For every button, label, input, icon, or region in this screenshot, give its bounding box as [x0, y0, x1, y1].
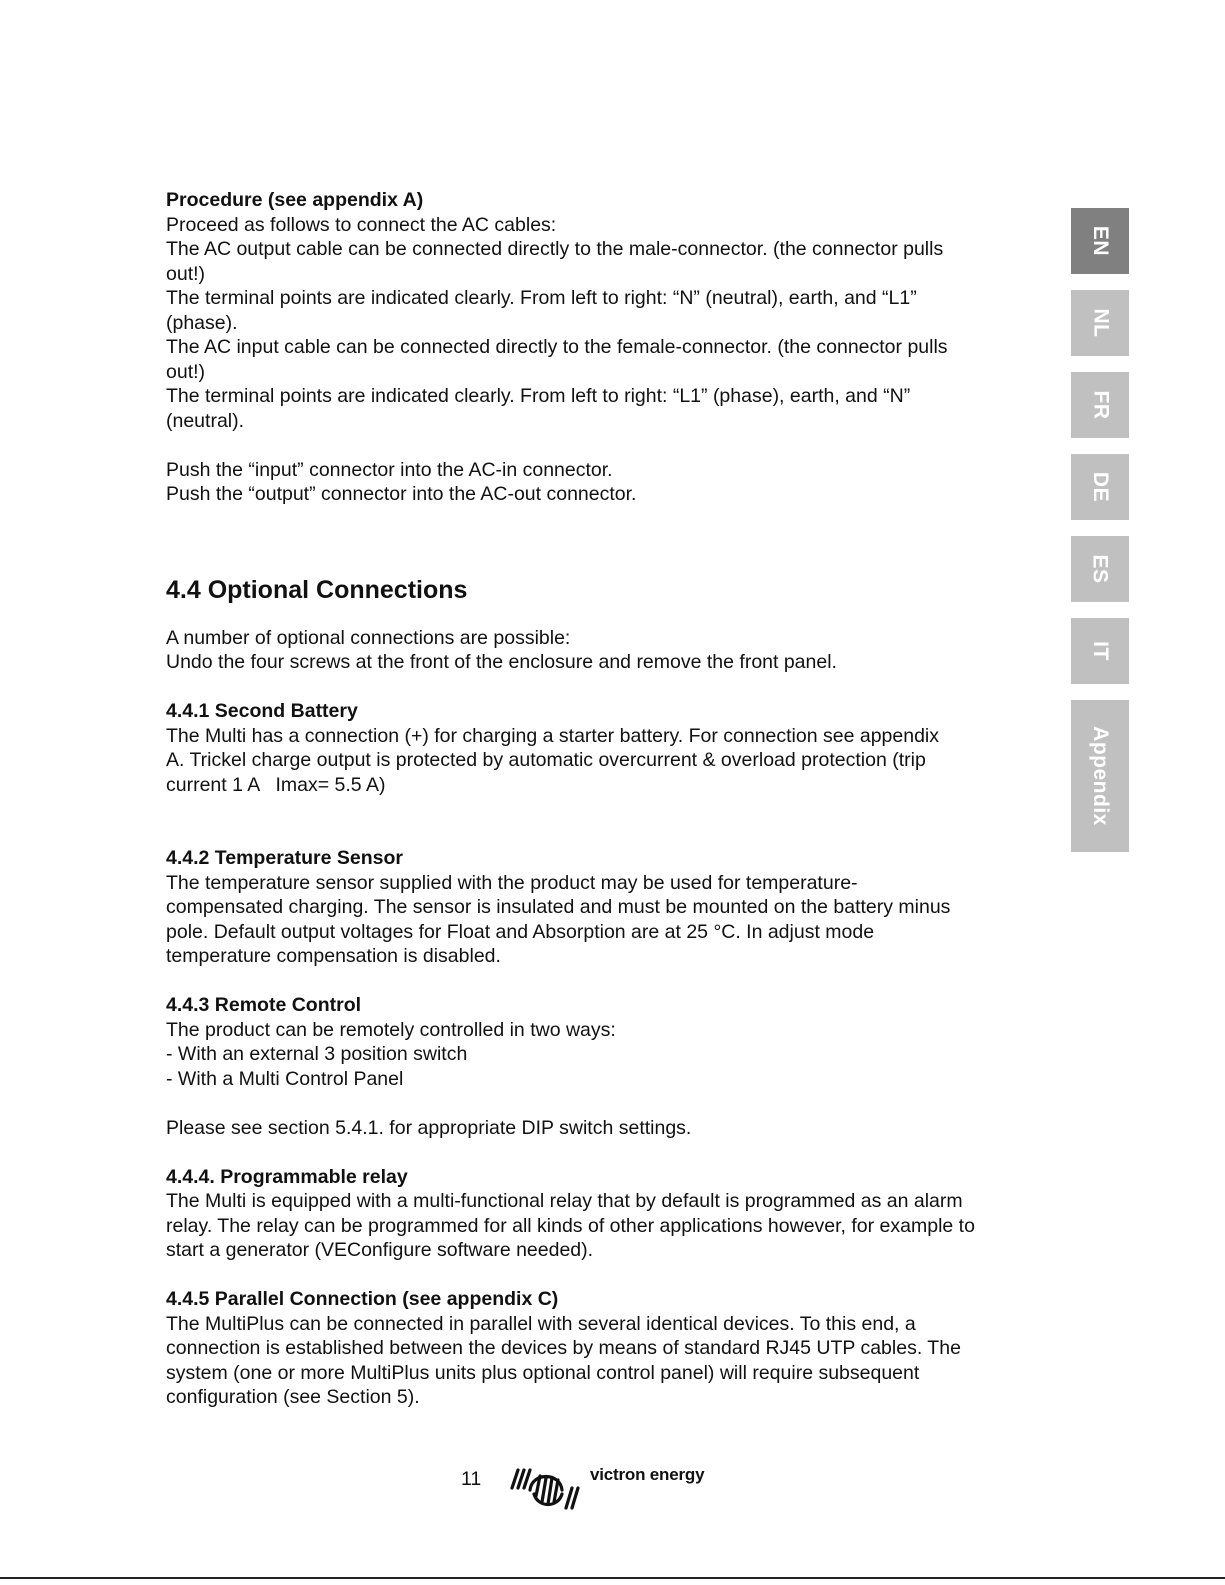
- procedure-line: Proceed as follows to connect the AC cables:: [166, 213, 557, 236]
- push-line: Push the “input” connector into the AC-in connector.: [166, 458, 613, 481]
- temperature-sensor-line: The temperature sensor supplied with the product may be used for temperature-: [166, 871, 858, 894]
- tab-label: Appendix: [1089, 726, 1113, 826]
- procedure-heading: Procedure (see appendix A): [166, 189, 424, 211]
- section-intro-line: A number of optional connections are possible:: [166, 626, 571, 649]
- parallel-connection-line: system (one or more MultiPlus units plus optional control panel) will require subsequent: [166, 1361, 920, 1384]
- programmable-relay-line: relay. The relay can be programmed for all kinds of other applications however, for example to: [166, 1214, 975, 1237]
- tab-it[interactable]: [1071, 618, 1129, 684]
- remote-control-note: Please see section 5.4.1. for appropriate DIP switch settings.: [166, 1116, 692, 1139]
- page-footer: [0, 1462, 1225, 1522]
- remote-control-line: - With a Multi Control Panel: [166, 1067, 404, 1090]
- push-line: Push the “output” connector into the AC-out connector.: [166, 483, 637, 505]
- procedure-line: The terminal points are indicated clearly. From left to right: “L1” (phase), earth, and “N”: [166, 385, 911, 407]
- tab-label: FR: [1089, 390, 1112, 420]
- parallel-connection-line: configuration (see Section 5).: [166, 1386, 420, 1408]
- second-battery-line: A. Trickel charge output is protected by automatic overcurrent & overload protection (trip: [166, 749, 926, 771]
- section-title: 4.4 Optional Connections: [166, 575, 468, 604]
- tab-fr[interactable]: [1071, 372, 1129, 438]
- procedure-line: (phase).: [166, 311, 238, 334]
- procedure-line: The AC output cable can be connected directly to the male-connector. (the connector pulls: [166, 238, 944, 260]
- programmable-relay-line: start a generator (VEConfigure software needed).: [166, 1239, 594, 1261]
- tab-label: NL: [1089, 308, 1112, 338]
- tab-label: DE: [1089, 471, 1112, 503]
- procedure-line: The terminal points are indicated clearly. From left to right: “N” (neutral), earth, and “L1”: [166, 287, 917, 309]
- tab-appendix[interactable]: [1071, 700, 1129, 852]
- programmable-relay-line: The Multi is equipped with a multi-functional relay that by default is programmed as an alarm: [166, 1190, 963, 1212]
- parallel-connection-heading: 4.4.5 Parallel Connection (see appendix C): [166, 1288, 559, 1310]
- procedure-line: out!): [166, 360, 206, 383]
- tab-label: EN: [1089, 225, 1112, 257]
- second-battery-line: The Multi has a connection (+) for charging a starter battery. For connection see appendix: [166, 724, 940, 747]
- section-intro-line: Undo the four screws at the front of the enclosure and remove the front panel.: [166, 651, 837, 673]
- procedure-line: The AC input cable can be connected directly to the female-connector. (the connector pulls: [166, 336, 948, 358]
- temperature-sensor-line: pole. Default output voltages for Float and Absorption are at 25 °C. In adjust mode: [166, 920, 875, 943]
- tab-label: IT: [1088, 641, 1112, 661]
- temperature-sensor-line: compensated charging. The sensor is insulated and must be mounted on the battery minus: [166, 896, 951, 918]
- procedure-line: out!): [166, 262, 206, 285]
- page-content: [166, 188, 1056, 1410]
- second-battery-line: current 1 A Imax= 5.5 A): [166, 773, 386, 796]
- second-battery-heading: 4.4.1 Second Battery: [166, 700, 358, 722]
- page-number: 11: [461, 1468, 482, 1490]
- remote-control-line: The product can be remotely controlled in two ways:: [166, 1018, 616, 1041]
- programmable-relay-heading: 4.4.4. Programmable relay: [166, 1165, 408, 1188]
- tab-en[interactable]: [1071, 208, 1129, 274]
- bottom-divider: [0, 1577, 1225, 1579]
- victron-logo-icon: [508, 1464, 586, 1512]
- tab-de[interactable]: [1071, 454, 1129, 520]
- tab-es[interactable]: [1071, 536, 1129, 602]
- brand-name: victron energy: [590, 1465, 705, 1484]
- remote-control-line: - With an external 3 position switch: [166, 1043, 468, 1065]
- temperature-sensor-heading: 4.4.2 Temperature Sensor: [166, 847, 403, 869]
- tab-nl[interactable]: [1071, 290, 1129, 356]
- temperature-sensor-line: temperature compensation is disabled.: [166, 945, 501, 967]
- tab-label: ES: [1088, 554, 1112, 584]
- procedure-line: (neutral).: [166, 409, 245, 432]
- parallel-connection-line: The MultiPlus can be connected in parallel with several identical devices. To this end, a: [166, 1312, 916, 1335]
- remote-control-heading: 4.4.3 Remote Control: [166, 994, 362, 1016]
- parallel-connection-line: connection is established between the devices by means of standard RJ45 UTP cables. The: [166, 1337, 961, 1359]
